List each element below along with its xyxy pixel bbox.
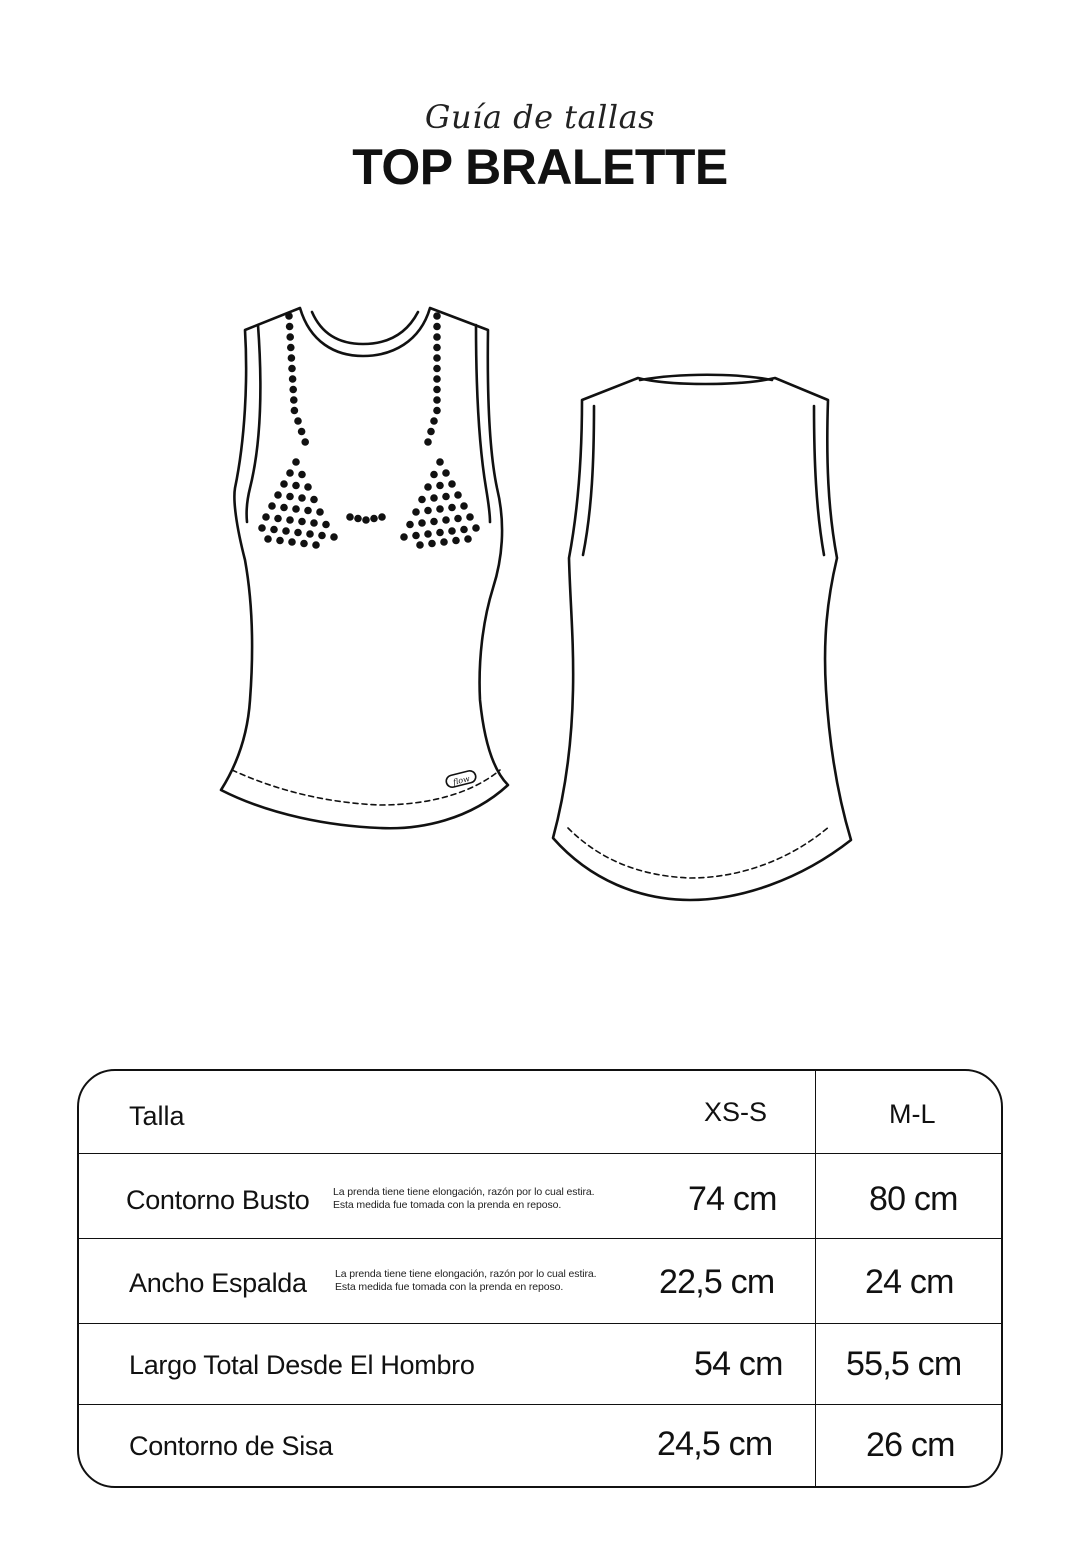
stud <box>294 417 302 425</box>
stud <box>274 515 282 523</box>
row-label-contorno-sisa: Contorno de Sisa <box>129 1431 333 1461</box>
value-contorno-sisa-m-l: 26 cm <box>866 1426 955 1464</box>
stud <box>427 428 435 436</box>
stud <box>433 386 441 394</box>
column-divider <box>815 1071 816 1486</box>
stud <box>433 333 441 341</box>
stud <box>304 507 312 515</box>
stud <box>424 438 432 446</box>
stud <box>276 537 284 545</box>
stud <box>424 530 432 538</box>
stud <box>416 541 424 549</box>
stud <box>286 469 294 477</box>
stud <box>436 529 444 537</box>
stud <box>322 521 330 529</box>
stud <box>294 529 302 537</box>
stud <box>288 365 296 373</box>
value-largo-total-m-l: 55,5 cm <box>846 1345 962 1383</box>
stud <box>448 480 456 488</box>
stud <box>346 513 354 521</box>
stud <box>454 515 462 523</box>
stud <box>292 505 300 513</box>
stud <box>430 518 438 526</box>
front-garment-outline <box>221 308 508 828</box>
back-hem-stitch <box>568 826 830 878</box>
stud <box>287 344 295 352</box>
stud <box>290 396 298 404</box>
stud <box>433 354 441 362</box>
stud <box>412 508 420 516</box>
stud <box>440 538 448 546</box>
stud <box>298 428 306 436</box>
stud <box>466 513 474 521</box>
front-tag-label: flow <box>452 774 471 787</box>
stud <box>472 524 480 532</box>
size-header-xs-s: XS-S <box>704 1097 768 1127</box>
stud <box>318 532 326 540</box>
stud <box>436 458 444 466</box>
row-divider <box>79 1323 1001 1324</box>
stud <box>354 515 362 523</box>
stud <box>378 513 386 521</box>
stud <box>258 524 266 532</box>
value-largo-total-xs-s: 54 cm <box>694 1345 783 1383</box>
stud <box>460 526 468 534</box>
stud <box>298 494 306 502</box>
stud <box>301 438 309 446</box>
stud <box>316 508 324 516</box>
stud <box>436 482 444 490</box>
stud <box>286 516 294 524</box>
stud <box>286 333 294 341</box>
stud <box>304 483 312 491</box>
stud <box>289 375 297 383</box>
stud <box>418 519 426 527</box>
stud <box>268 502 276 510</box>
value-contorno-busto-m-l: 80 cm <box>869 1180 958 1218</box>
stud <box>430 494 438 502</box>
stud <box>433 375 441 383</box>
stud <box>454 491 462 499</box>
stud <box>288 354 296 362</box>
stud <box>298 471 306 479</box>
row-divider <box>79 1404 1001 1405</box>
stud <box>406 521 414 529</box>
stud <box>448 527 456 535</box>
stud <box>430 417 438 425</box>
stud <box>298 518 306 526</box>
stud <box>433 344 441 352</box>
stud <box>289 386 297 394</box>
stud <box>292 458 300 466</box>
stud <box>448 504 456 512</box>
size-header-m-l: M-L <box>889 1099 936 1129</box>
stud <box>370 515 378 523</box>
stud <box>433 312 441 320</box>
stud <box>288 538 296 546</box>
stud <box>285 312 293 320</box>
stud <box>310 519 318 527</box>
stud <box>424 483 432 491</box>
row-divider <box>79 1238 1001 1239</box>
stud <box>442 516 450 524</box>
row-divider <box>79 1153 1001 1154</box>
stud <box>418 496 426 504</box>
stud <box>424 507 432 515</box>
stud <box>442 493 450 501</box>
stud <box>264 535 272 543</box>
stud <box>433 407 441 415</box>
stud <box>291 407 299 415</box>
row-note-ancho-espalda: La prenda tiene tiene elongación, razón por lo cual estira. Esta medida fue tomada con la prenda en reposo. <box>335 1268 597 1294</box>
stud <box>464 535 472 543</box>
value-contorno-busto-xs-s: 74 cm <box>688 1180 777 1218</box>
stud <box>306 530 314 538</box>
stud <box>300 540 308 548</box>
row-note-contorno-busto: La prenda tiene tiene elongación, razón por lo cual estira. Esta medida fue tomada con la prenda en reposo. <box>333 1186 595 1212</box>
stud <box>330 533 338 541</box>
stud <box>282 527 290 535</box>
back-garment-outline <box>553 375 851 900</box>
bralette-studs <box>258 312 480 549</box>
guide-label: Guía de tallas <box>424 98 656 136</box>
stud <box>430 471 438 479</box>
row-label-ancho-espalda: Ancho Espalda <box>129 1268 307 1298</box>
value-ancho-espalda-xs-s: 22,5 cm <box>659 1263 775 1301</box>
stud <box>362 516 370 524</box>
stud <box>412 532 420 540</box>
size-header-label: Talla <box>129 1101 185 1131</box>
stud <box>442 469 450 477</box>
stud <box>310 496 318 504</box>
stud <box>312 541 320 549</box>
value-contorno-sisa-xs-s: 24,5 cm <box>657 1425 773 1463</box>
stud <box>274 491 282 499</box>
stud <box>428 540 436 548</box>
value-ancho-espalda-m-l: 24 cm <box>865 1263 954 1301</box>
stud <box>460 502 468 510</box>
stud <box>270 526 278 534</box>
row-label-largo-total: Largo Total Desde El Hombro <box>129 1350 475 1380</box>
stud <box>400 533 408 541</box>
stud <box>280 480 288 488</box>
stud <box>452 537 460 545</box>
stud <box>280 504 288 512</box>
size-table <box>77 1069 1003 1488</box>
stud <box>286 493 294 501</box>
stud <box>286 323 294 331</box>
stud <box>433 396 441 404</box>
stud <box>433 365 441 373</box>
page-title: TOP BRALETTE <box>352 139 728 195</box>
stud <box>436 505 444 513</box>
row-label-contorno-busto: Contorno Busto <box>126 1185 310 1215</box>
stud <box>433 323 441 331</box>
stud <box>262 513 270 521</box>
stud <box>292 482 300 490</box>
